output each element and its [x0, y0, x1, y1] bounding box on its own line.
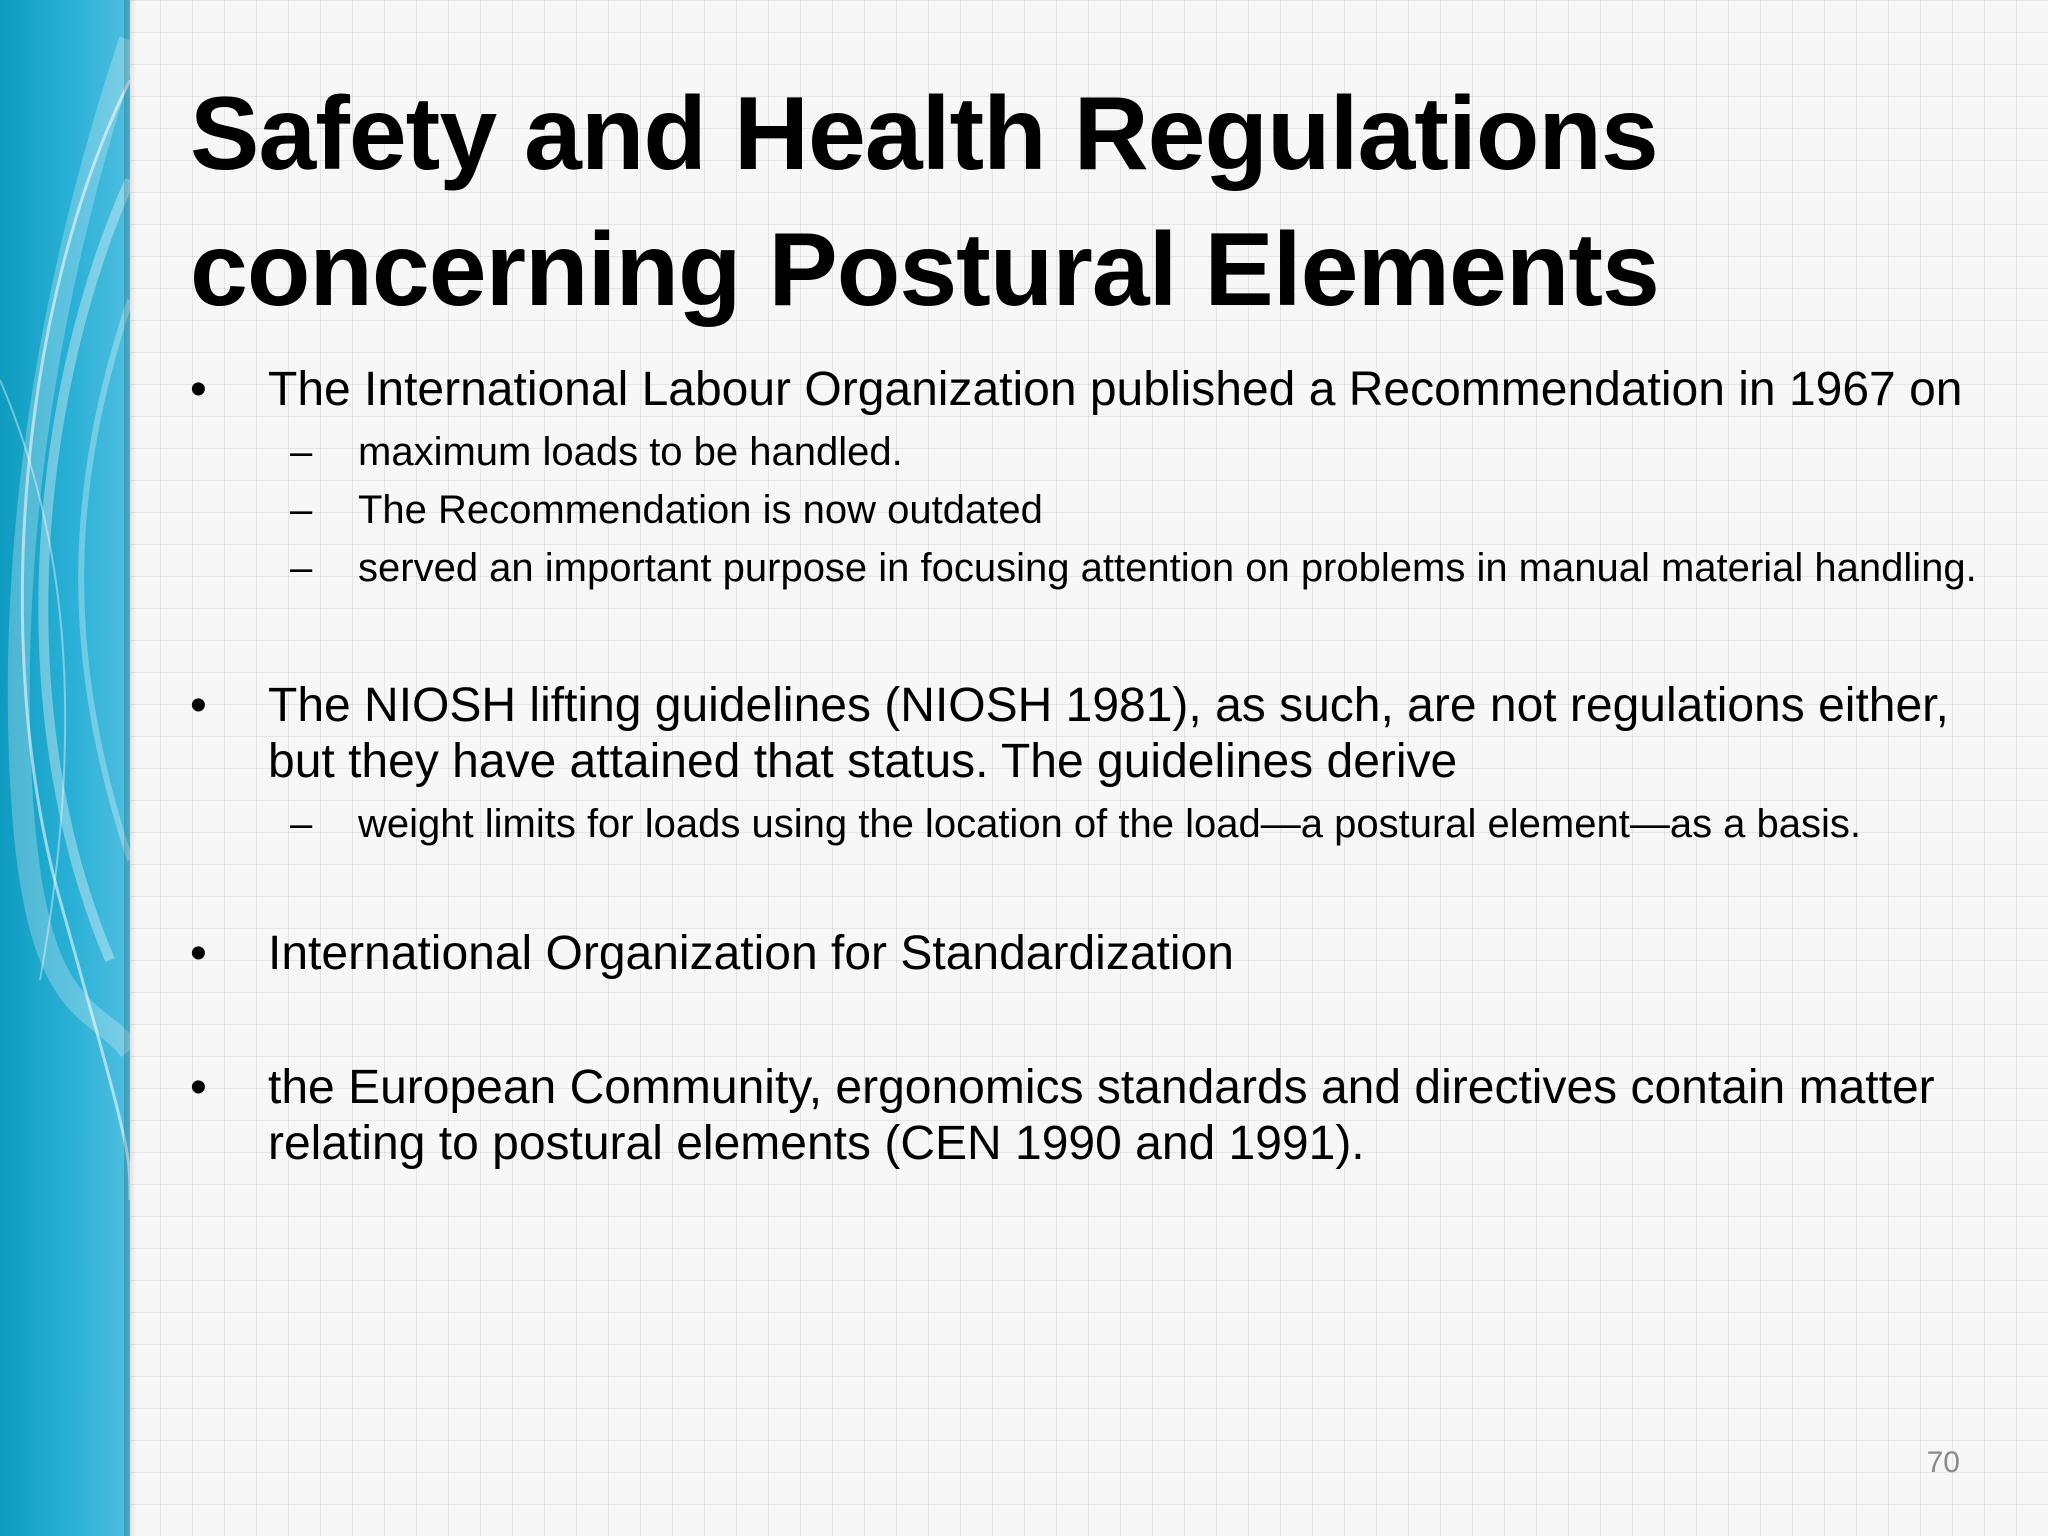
bullet-marker: • [190, 679, 207, 732]
bullet-marker: • [190, 363, 207, 416]
dash-marker: – [290, 546, 313, 590]
sub-bullet-point [190, 800, 1990, 848]
sub-bullet-text: The Recommendation is now outdated [358, 488, 1043, 532]
title-line-1: Safety and Health Regulations [190, 76, 1658, 192]
sub-bullet-text: weight limits for loads using the location of the load—a postural element—as a basis. [358, 802, 1862, 846]
decorative-side-band [0, 0, 130, 1536]
bullet-text: The International Labour Organization published a Recommendation in 1967 on [268, 363, 1963, 416]
bullet-list [190, 362, 1990, 1172]
bullet-text: International Organization for Standardization [268, 927, 1234, 980]
bullet-marker: • [190, 1061, 207, 1114]
band-shadow [124, 0, 136, 1536]
dash-marker: – [290, 488, 313, 532]
sub-bullet-point [190, 428, 1990, 476]
sub-bullet-text: maximum loads to be handled. [358, 430, 903, 474]
swoosh-decoration [0, 0, 130, 1536]
bullet-marker: • [190, 927, 207, 980]
title-line-2: concerning Postural Elements [190, 212, 1659, 328]
bullet-point [190, 678, 1990, 790]
bullet-point [190, 1060, 1990, 1172]
bullet-text: The NIOSH lifting guidelines (NIOSH 1981), as such, are not regulations either, but they have attained that status. The guidelines derive [268, 679, 1949, 788]
slide-number: 70 [1926, 1446, 1960, 1479]
sub-bullet-point [190, 486, 1990, 534]
sub-bullet-point [190, 544, 1990, 592]
bullet-text: the European Community, ergonomics standards and directives contain matter relating to postural elements (CEN 1990 and 1991). [268, 1061, 1935, 1170]
bullet-point [190, 926, 1990, 982]
dash-marker: – [290, 802, 313, 846]
sub-bullet-text: served an important purpose in focusing attention on problems in manual material handling. [358, 546, 1977, 590]
slide-title [190, 66, 1950, 338]
dash-marker: – [290, 430, 313, 474]
bullet-point [190, 362, 1990, 418]
